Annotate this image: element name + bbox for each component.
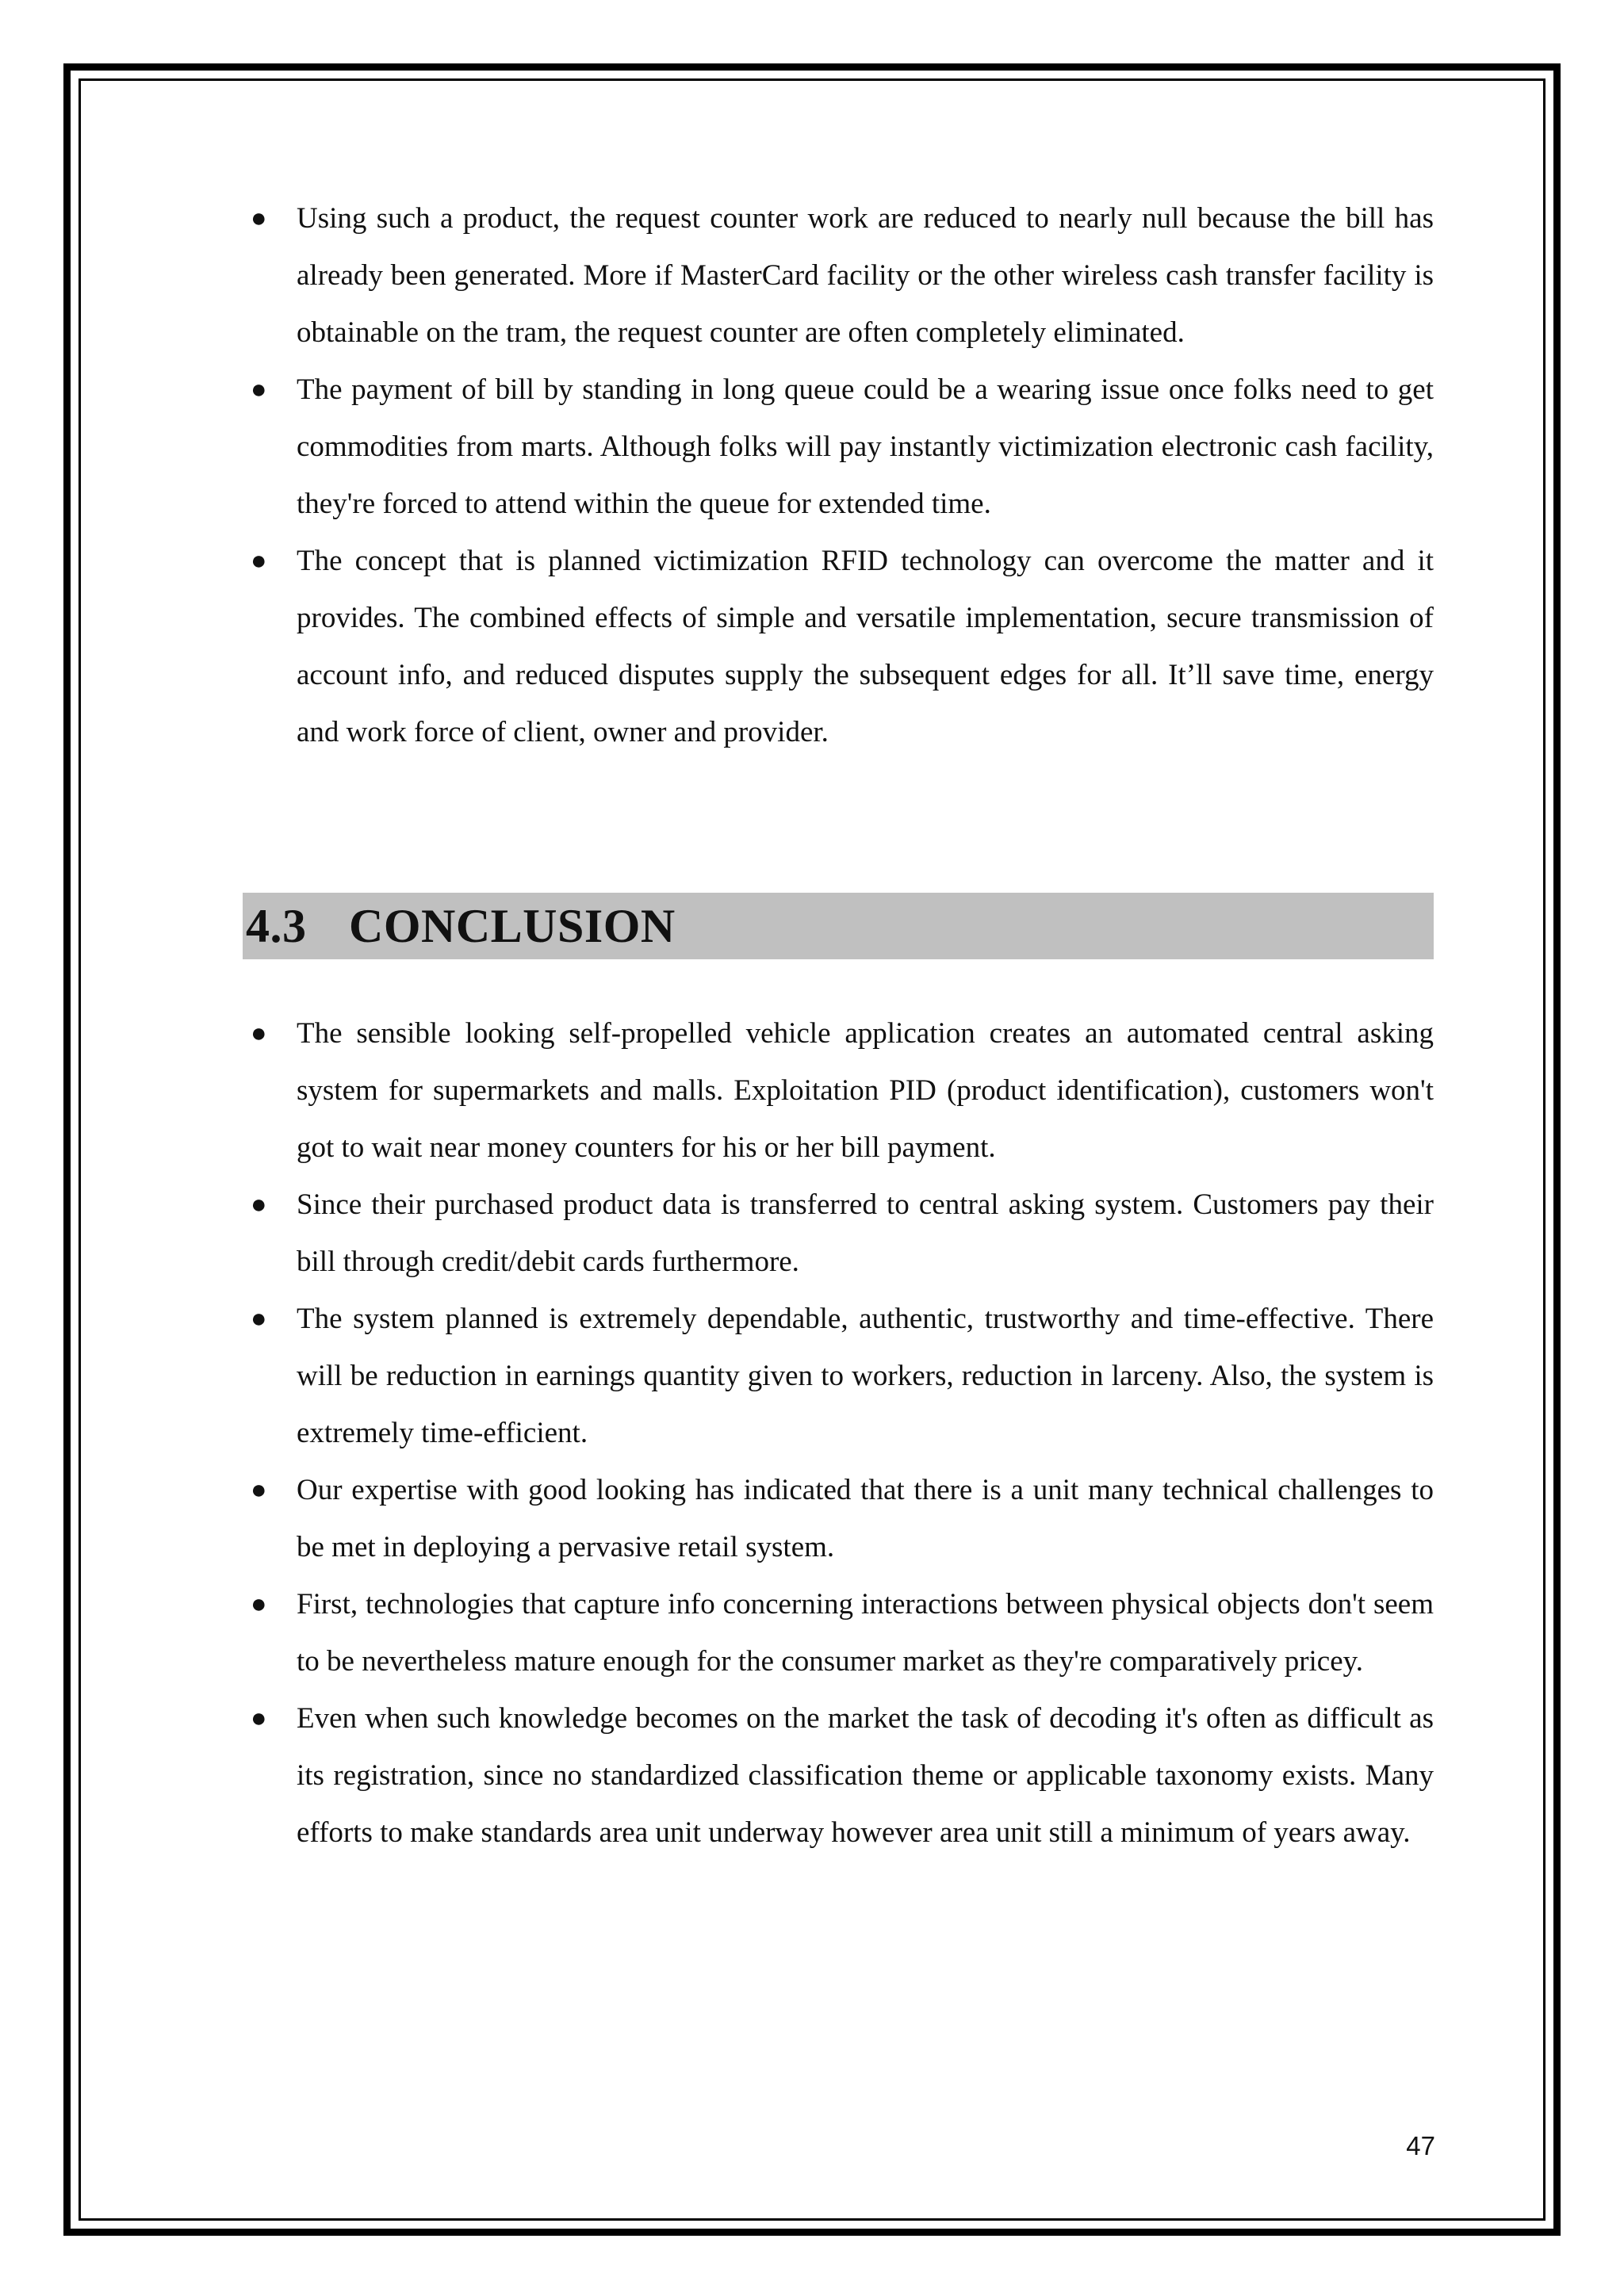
bullet-icon: ● xyxy=(251,1590,267,1619)
intro-bullet-list xyxy=(243,190,1434,761)
list-item xyxy=(243,1177,1434,1291)
list-item-text: Even when such knowledge becomes on the market the task of decoding it's often as difficult as its registration, since no standardized classification theme or applicable taxonomy exists. Many efforts to make standards area unit underway however area unit still a minimum of years away. xyxy=(297,1702,1434,1849)
list-item xyxy=(243,533,1434,761)
bullet-icon: ● xyxy=(251,1475,267,1505)
list-item-text: Our expertise with good looking has indicated that there is a unit many technical challenges to be met in deploying a pervasive retail system. xyxy=(297,1474,1434,1563)
list-item xyxy=(243,1291,1434,1462)
list-item-text: The payment of bill by standing in long queue could be a wearing issue once folks need to get commodities from marts. Although folks will pay instantly victimization electronic cash facility, they're forced to attend within the queue for extended time. xyxy=(297,373,1434,520)
section-heading xyxy=(243,893,1434,959)
bullet-icon: ● xyxy=(251,546,267,576)
bullet-icon: ● xyxy=(251,1704,267,1733)
bullet-icon: ● xyxy=(251,1304,267,1334)
list-item-text: The system planned is extremely dependable, authentic, trustworthy and time-effective. There will be reduction in earnings quantity given to workers, reduction in larceny. Also, the system is extremely time-efficient. xyxy=(297,1303,1434,1449)
list-item xyxy=(243,1576,1434,1690)
list-item-text: First, technologies that capture info concerning interactions between physical objects don't seem to be nevertheless mature enough for the consumer market as they're comparatively pricey. xyxy=(297,1588,1434,1678)
conclusion-bullet-list xyxy=(243,1005,1434,1862)
section-title: CONCLUSION xyxy=(349,899,676,952)
bullet-icon: ● xyxy=(251,375,267,404)
list-item xyxy=(243,190,1434,362)
page-number: 47 xyxy=(1406,2131,1435,2160)
bullet-icon: ● xyxy=(251,204,267,233)
list-item-text: Since their purchased product data is transferred to central asking system. Customers pay their bill through credit/debit cards furthermore. xyxy=(297,1188,1434,1278)
list-item xyxy=(243,1462,1434,1576)
list-item-text: The concept that is planned victimization RFID technology can overcome the matter and it provides. The combined effects of simple and versatile implementation, secure transmission of account info, and reduced disputes supply the subsequent edges for all. It’ll save time, energy and work force of client, owner and provider. xyxy=(297,545,1434,748)
page-content xyxy=(243,190,1434,1862)
list-item xyxy=(243,362,1434,533)
list-item-text: The sensible looking self-propelled vehicle application creates an automated central asking system for supermarkets and malls. Exploitation PID (product identification), customers won't got to wait near money counters for his or her bill payment. xyxy=(297,1017,1434,1164)
list-item xyxy=(243,1005,1434,1177)
bullet-icon: ● xyxy=(251,1190,267,1219)
section-number: 4.3 xyxy=(246,899,307,952)
list-item-text: Using such a product, the request counter work are reduced to nearly null because the bill has already been generated. More if MasterCard facility or the other wireless cash transfer facility is obtainable on the tram, the request counter are often completely eliminated. xyxy=(297,202,1434,349)
bullet-icon: ● xyxy=(251,1019,267,1048)
list-item xyxy=(243,1690,1434,1862)
